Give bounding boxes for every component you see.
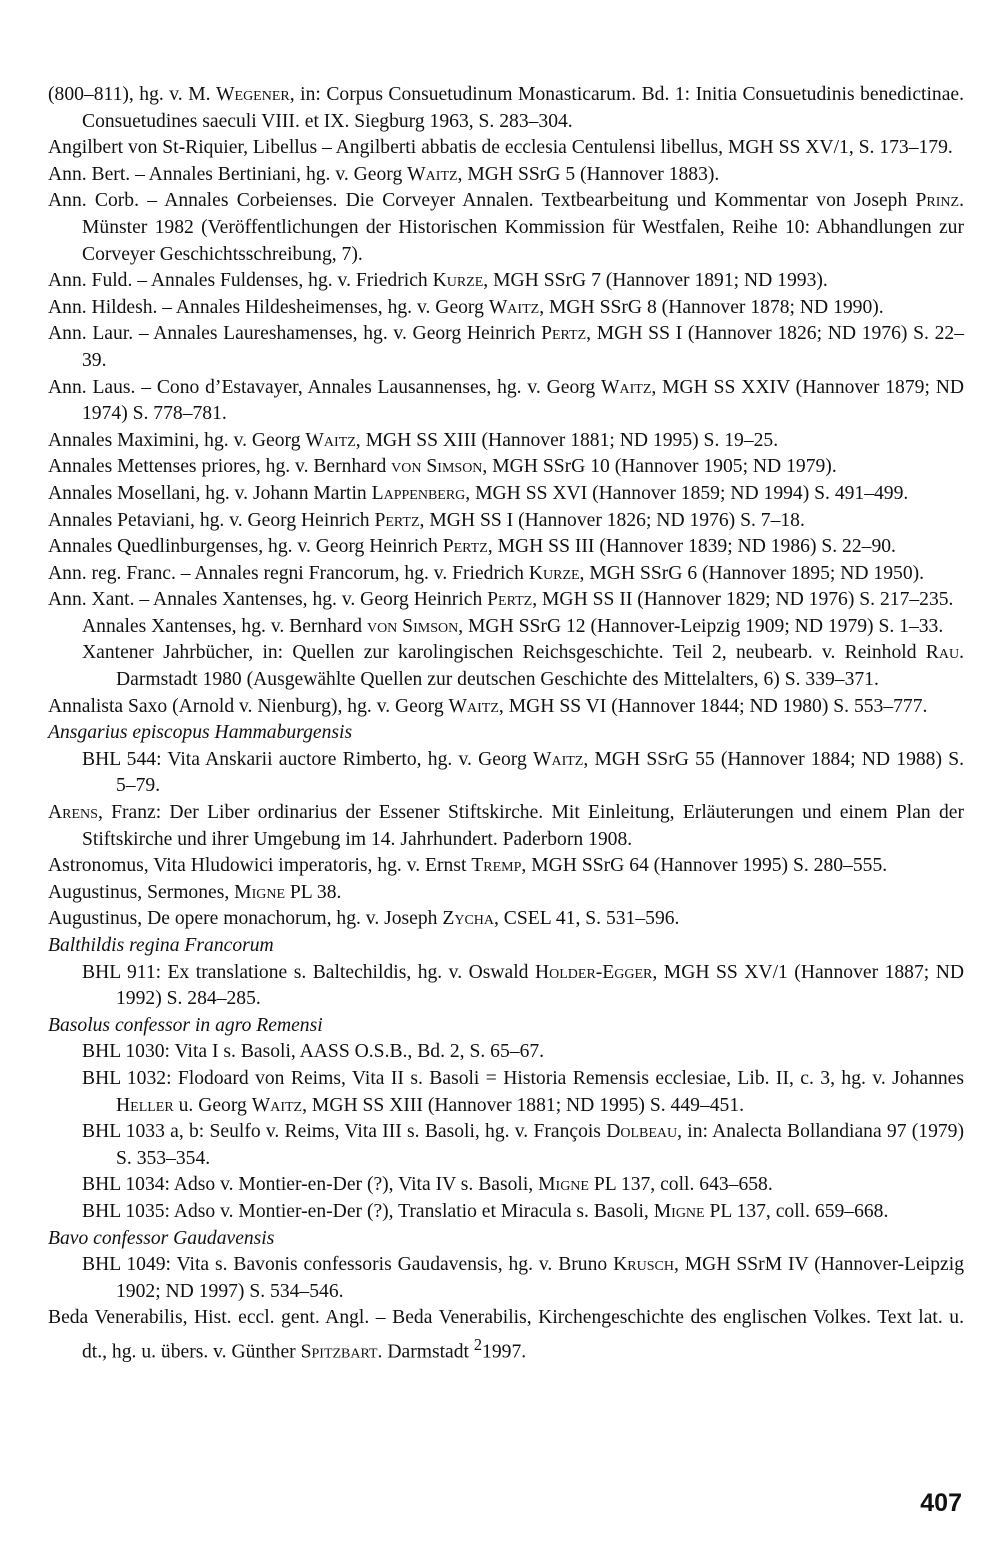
bibliography-entry xyxy=(48,747,964,800)
author-name: Migne xyxy=(538,1174,589,1196)
author-name: Lappenberg xyxy=(371,482,466,504)
bibliography-entry xyxy=(48,135,964,162)
entry-text: , MGH SS I (Hannover 1826; ND 1976) S. 7–18. xyxy=(419,509,805,531)
entry-text: . Darmstadt 1980 (Ausgewählte Quellen zur deutschen Geschichte des Mittelalters, 6) S. 339–371. xyxy=(116,642,964,691)
author-name: Prinz xyxy=(915,190,960,212)
entry-text: , MGH SSrG 8 (Hannover 1878; ND 1990). xyxy=(539,296,884,318)
bibliography-entry xyxy=(48,853,964,880)
bibliography-entry xyxy=(48,82,964,135)
author-name: Spitzbart xyxy=(300,1341,378,1363)
author-name: Waitz xyxy=(305,429,356,451)
entry-text: Augustinus, De opere monachorum, hg. v. Joseph xyxy=(48,908,443,930)
bibliography-entry xyxy=(48,906,964,933)
author-name: Zycha xyxy=(442,908,494,930)
entry-text: Ann. Bert. – Annales Bertiniani, hg. v. Georg xyxy=(48,163,408,185)
author-name: Rau xyxy=(925,642,960,664)
author-name: Tremp xyxy=(471,855,522,877)
entry-text: BHL 1030: Vita I s. Basoli, AASS O.S.B., Bd. 2, S. 65–67. xyxy=(82,1041,545,1063)
entry-text: , CSEL 41, S. 531–596. xyxy=(494,908,680,930)
entry-text: Ann. Corb. – Annales Corbeienses. Die Corveyer Annalen. Textbearbeitung und Kommentar von Joseph xyxy=(48,190,916,212)
bibliography-entry xyxy=(48,268,964,295)
section-heading xyxy=(48,1226,964,1253)
entry-text: Basolus confessor in agro Remensi xyxy=(48,1014,323,1036)
author-name: Waitz xyxy=(407,163,458,185)
entry-text: , MGH SS XIII (Hannover 1881; ND 1995) S. 449–451. xyxy=(302,1094,745,1116)
entry-text: Ann. reg. Franc. – Annales regni Francorum, hg. v. Friedrich xyxy=(48,562,529,584)
entry-text: , MGH SS XXIV (Hannover 1879; ND 1974) S. 778–781. xyxy=(82,376,965,425)
bibliography-entry xyxy=(48,587,964,614)
section-heading xyxy=(48,720,964,747)
page-number: 407 xyxy=(920,1489,962,1517)
author-name: Pertz xyxy=(442,536,488,558)
entry-text: BHL 544: Vita Anskarii auctore Rimberto, hg. v. Georg xyxy=(82,748,533,770)
author-name: Holder-Egger xyxy=(534,961,653,983)
bibliography-entry xyxy=(48,454,964,481)
author-name: Pertz xyxy=(374,509,420,531)
bibliography-entry xyxy=(48,481,964,508)
entry-text: BHL 1032: Flodoard von Reims, Vita II s. Basoli = Historia Remensis ecclesiae, Lib. II, c. 3, hg. v. Johannes xyxy=(82,1067,964,1089)
entry-text: , MGH SSrM IV (Hannover-Leipzig 1902; ND 1997) S. 534–546. xyxy=(116,1254,964,1302)
author-name: Migne xyxy=(653,1200,705,1222)
entry-text: Astronomus, Vita Hludowici imperatoris, hg. v. Ernst xyxy=(48,855,472,877)
entry-text: Augustinus, Sermones, xyxy=(48,881,235,903)
edition-superscript: 2 xyxy=(473,1334,483,1354)
bibliography-entry xyxy=(48,321,964,374)
entry-text: Annales Quedlinburgenses, hg. v. Georg Heinrich xyxy=(48,536,443,558)
author-name: Dolbeau xyxy=(606,1121,678,1143)
author-name: Wegener xyxy=(216,84,290,105)
entry-text: Ann. Fuld. – Annales Fuldenses, hg. v. Friedrich xyxy=(48,270,433,292)
author-name: Waitz xyxy=(448,695,499,717)
entry-text: 1997. xyxy=(482,1341,527,1363)
entry-text: Annales Mosellani, hg. v. Johann Martin xyxy=(48,482,372,504)
bibliography-entry xyxy=(48,640,964,693)
entry-text: PL 137, coll. 659–668. xyxy=(704,1200,889,1222)
entry-text: , MGH SS XIII (Hannover 1881; ND 1995) S. 19–25. xyxy=(355,429,779,451)
bibliography-entry xyxy=(48,375,964,428)
author-name: Pertz xyxy=(487,589,533,611)
entry-text: BHL 1049: Vita s. Bavonis confessoris Gaudavensis, hg. v. Bruno xyxy=(82,1254,614,1276)
author-name: Waitz xyxy=(251,1094,303,1116)
author-name: Kurze xyxy=(432,270,484,292)
bibliography-entry xyxy=(48,1039,964,1066)
entry-text: , MGH SSrG 6 (Hannover 1895; ND 1950). xyxy=(579,562,925,584)
entry-text: . Darmstadt xyxy=(377,1341,474,1363)
entry-text: . Münster 1982 (Veröffentlichungen der Historischen Kommission für Westfalen, Reihe 10: Abhandlungen zur Corveyer Geschichtsschreibung, 7). xyxy=(82,190,964,265)
bibliography-entry xyxy=(48,1252,964,1305)
author-name: Pertz xyxy=(541,323,587,345)
author-name: Waitz xyxy=(601,376,652,398)
entry-text: , in: Corpus Consuetudinum Monasticarum. Bd. 1: Initia Consuetudinis benedictinae. Consuetudines saeculi VIII. et IX. Siegburg 1963, S. 283–304. xyxy=(82,84,964,132)
author-name: Kurze xyxy=(528,562,580,584)
entry-text: , MGH SS XV/1 (Hannover 1887; ND 1992) S. 284–285. xyxy=(116,961,965,1010)
entry-text: BHL 911: Ex translatione s. Baltechildis, hg. v. Oswald xyxy=(82,961,535,983)
entry-text: , Franz: Der Liber ordinarius der Essener Stiftskirche. Mit Einleitung, Erläuterungen und einem Plan der Stiftskirche und ihrer Umgebung im 14. Jahrhundert. Paderborn 1908. xyxy=(82,802,964,850)
bibliography-entry xyxy=(48,162,964,189)
entry-text: , MGH SSrG 12 (Hannover-Leipzig 1909; ND 1979) S. 1–33. xyxy=(458,615,944,637)
author-name: von Simson xyxy=(366,615,459,637)
author-name: Arens xyxy=(48,802,98,824)
entry-text: Annales Petaviani, hg. v. Georg Heinrich xyxy=(48,509,375,531)
entry-text: BHL 1035: Adso v. Montier-en-Der (?), Translatio et Miracula s. Basoli, xyxy=(82,1200,654,1222)
entry-text: Annalista Saxo (Arnold v. Nienburg), hg. v. Georg xyxy=(48,695,449,717)
entry-text: Balthildis regina Francorum xyxy=(48,935,274,956)
entry-text: , MGH SS I (Hannover 1826; ND 1976) S. 22–39. xyxy=(82,323,964,371)
bibliography-entry xyxy=(48,295,964,322)
entry-text: , MGH SS II (Hannover 1829; ND 1976) S. 217–235. xyxy=(532,589,954,611)
entry-text: Annales Mettenses priores, hg. v. Bernhard xyxy=(48,456,392,478)
entry-text: Annales Xantenses, hg. v. Bernhard xyxy=(82,615,367,637)
entry-text: , MGH SS III (Hannover 1839; ND 1986) S. 22–90. xyxy=(487,536,896,558)
entry-text: Bavo confessor Gaudavensis xyxy=(48,1227,275,1249)
section-heading xyxy=(48,933,964,960)
entry-text: Angilbert von St-Riquier, Libellus – Angilberti abbatis de ecclesia Centulensi libellus, MGH SS XV/1, S. 173–179. xyxy=(48,137,953,159)
bibliography-entry xyxy=(48,1172,964,1199)
author-name: Migne xyxy=(234,881,285,903)
entry-text: BHL 1033 a, b: Seulfo v. Reims, Vita III s. Basoli, hg. v. François xyxy=(82,1121,607,1143)
author-name: Waitz xyxy=(532,748,584,770)
bibliography-entry xyxy=(48,1066,964,1119)
author-name: Heller xyxy=(116,1094,174,1116)
bibliography-entry xyxy=(48,694,964,721)
bibliography-page xyxy=(48,82,964,1366)
entry-text: Annales Maximini, hg. v. Georg xyxy=(48,429,306,451)
entry-text: Xantener Jahrbücher, in: Quellen zur karolingischen Reichsgeschichte. Teil 2, neubearb. v. Reinhold xyxy=(82,642,926,664)
entry-text: , MGH SSrG 7 (Hannover 1891; ND 1993). xyxy=(483,270,828,292)
bibliography-entry xyxy=(48,188,964,268)
bibliography-entry xyxy=(48,1305,964,1366)
entry-text: , MGH SSrG 10 (Hannover 1905; ND 1979). xyxy=(482,456,837,478)
bibliography-entry xyxy=(48,614,964,641)
author-name: Krusch xyxy=(613,1254,674,1276)
entry-text: , MGH SSrG 64 (Hannover 1995) S. 280–555. xyxy=(521,855,888,877)
bibliography-entry xyxy=(48,1119,964,1172)
entry-text: u. Georg xyxy=(173,1094,252,1116)
author-name: Waitz xyxy=(488,296,540,318)
entry-text: (800–811), hg. v. M. xyxy=(48,84,217,105)
entry-text: , MGH SS VI (Hannover 1844; ND 1980) S. 553–777. xyxy=(498,695,928,717)
entry-text: Ann. Xant. – Annales Xantenses, hg. v. Georg Heinrich xyxy=(48,589,488,611)
entry-text: PL 137, coll. 643–658. xyxy=(588,1174,773,1196)
bibliography-entry xyxy=(48,880,964,907)
entry-text: Ann. Laur. – Annales Laureshamenses, hg. v. Georg Heinrich xyxy=(48,323,542,345)
entry-text: , in: Analecta Bollandiana 97 (1979) S. 353–354. xyxy=(116,1121,964,1169)
bibliography-entry xyxy=(48,1199,964,1226)
entry-text: , MGH SS XVI (Hannover 1859; ND 1994) S. 491–499. xyxy=(465,482,909,504)
bibliography-entry xyxy=(48,534,964,561)
entry-text: Ann. Laus. – Cono d’Estavayer, Annales Lausannenses, hg. v. Georg xyxy=(48,376,602,398)
entry-text: , MGH SSrG 55 (Hannover 1884; ND 1988) S. 5–79. xyxy=(116,748,965,797)
entry-text: Beda Venerabilis, Hist. eccl. gent. Angl. – Beda Venerabilis, Kirchengeschichte des englischen Volkes. Text lat. u. dt., hg. u. übers. v. Günther xyxy=(48,1307,964,1363)
entry-text: PL 38. xyxy=(285,881,342,903)
bibliography-entry xyxy=(48,561,964,588)
bibliography-entry xyxy=(48,508,964,535)
bibliography-entry xyxy=(48,800,964,853)
bibliography-entry xyxy=(48,960,964,1013)
entry-text: , MGH SSrG 5 (Hannover 1883). xyxy=(457,163,720,185)
author-name: von Simson xyxy=(391,456,483,478)
entry-text: BHL 1034: Adso v. Montier-en-Der (?), Vita IV s. Basoli, xyxy=(82,1174,539,1196)
section-heading xyxy=(48,1013,964,1040)
entry-text: Ann. Hildesh. – Annales Hildesheimenses, hg. v. Georg xyxy=(48,296,489,318)
bibliography-entry xyxy=(48,428,964,455)
entry-text: Ansgarius episcopus Hammaburgensis xyxy=(48,722,353,744)
